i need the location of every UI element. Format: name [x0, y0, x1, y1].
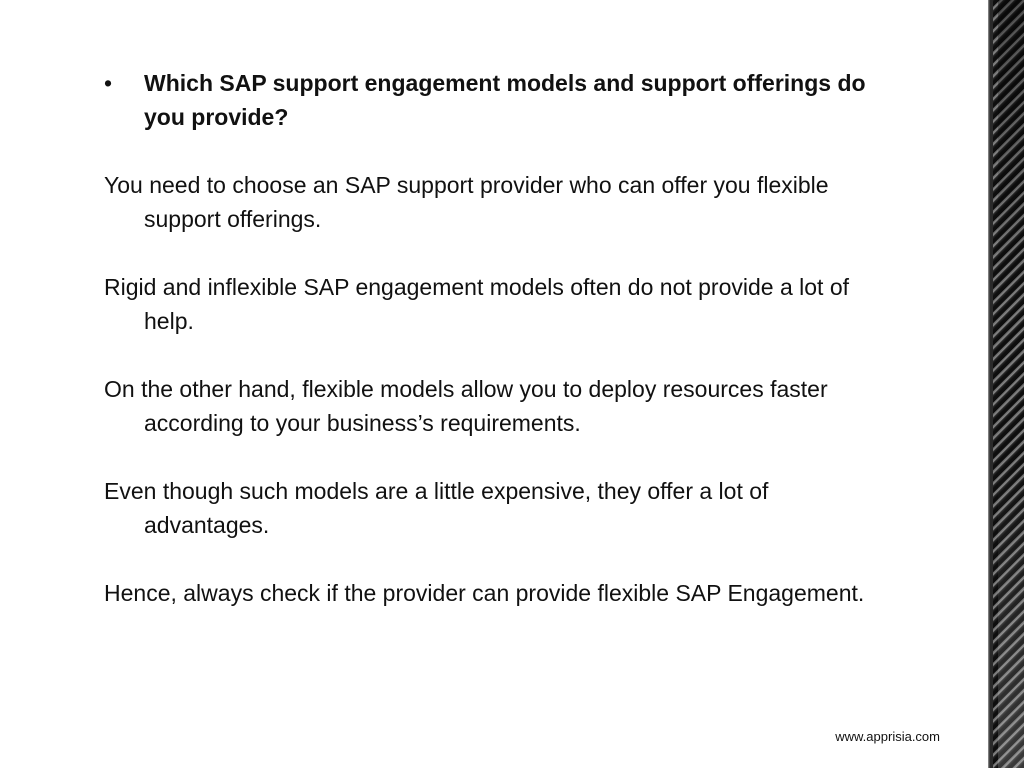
footer-url: www.apprisia.com — [835, 729, 940, 744]
paragraph: Hence, always check if the provider can provide flexible SAP Engagement. — [104, 580, 865, 606]
bullet-heading — [104, 66, 894, 134]
paragraph: On the other hand, flexible models allow you to deploy resources faster according to your business’s requirements. — [104, 376, 828, 436]
paragraph: Rigid and inflexible SAP engagement models often do not provide a lot of help. — [104, 274, 850, 334]
paragraph: You need to choose an SAP support provider who can offer you flexible support offerings. — [104, 172, 829, 232]
paragraph: Even though such models are a little expensive, they offer a lot of advantages. — [104, 478, 769, 538]
decorative-edge-strip — [984, 0, 1024, 768]
bullet-icon: • — [104, 70, 113, 96]
bullet-heading-text: Which SAP support engagement models and support offerings do you provide? — [144, 70, 866, 130]
slide-content — [104, 66, 894, 644]
